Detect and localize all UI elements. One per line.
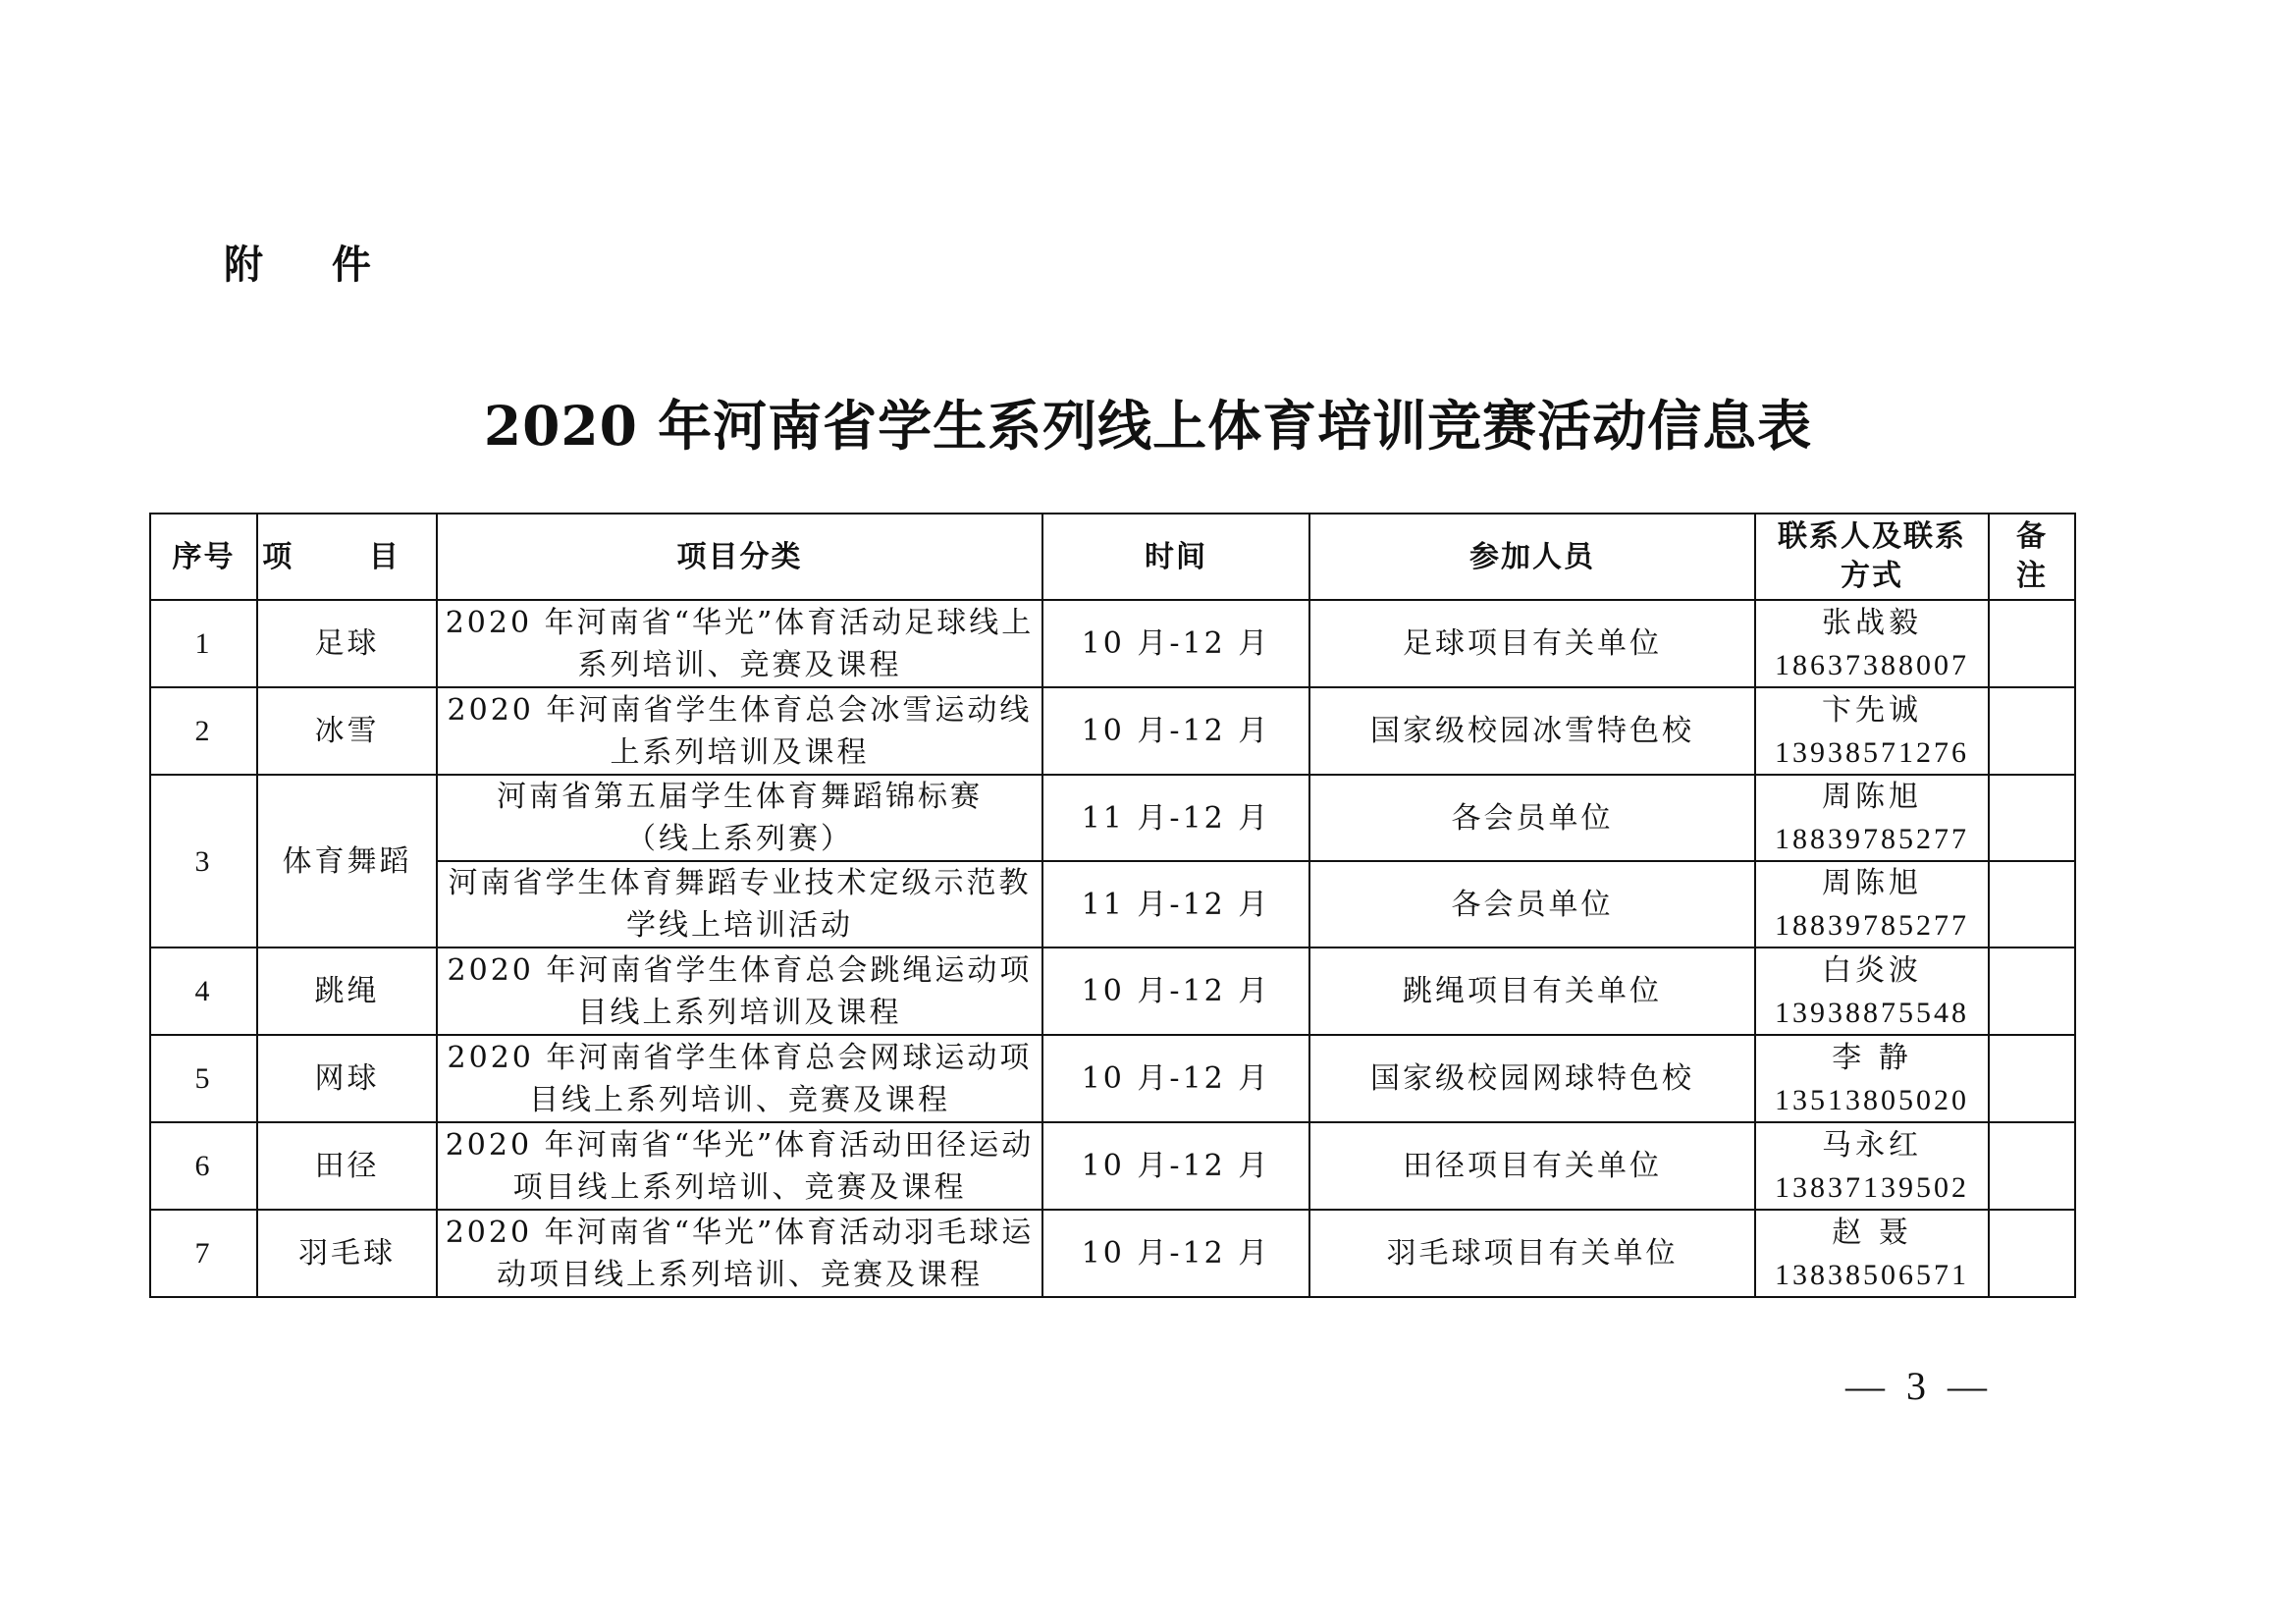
row-category: 2020 年河南省学生体育总会网球运动项目线上系列培训、竞赛及课程: [437, 1035, 1042, 1122]
row-category: 2020 年河南省学生体育总会跳绳运动项目线上系列培训及课程: [437, 947, 1042, 1035]
row-project: 体育舞蹈: [257, 775, 437, 947]
row-time: 10 月-12 月: [1042, 600, 1309, 687]
row-project: 足球: [257, 600, 437, 687]
contact-name: 赵 聂: [1832, 1215, 1912, 1250]
row-index: 7: [150, 1210, 257, 1297]
row-contact: [1755, 775, 1989, 861]
contact-phone: 18839785277: [1775, 823, 1969, 855]
row-contact: [1755, 1210, 1989, 1297]
row-contact: [1755, 1035, 1989, 1122]
contact-phone: 18637388007: [1775, 648, 1969, 681]
row-category: 2020 年河南省“华光”体育活动羽毛球运动项目线上系列培训、竞赛及课程: [437, 1210, 1042, 1297]
row-contact: [1755, 600, 1989, 687]
contact-phone: 18839785277: [1775, 909, 1969, 942]
row-participants: 跳绳项目有关单位: [1309, 947, 1755, 1035]
row-category: 河南省第五届学生体育舞蹈锦标赛（线上系列赛）: [437, 775, 1042, 861]
table-header-row: [150, 514, 2075, 600]
row-contact: [1755, 687, 1989, 775]
row-participants: 羽毛球项目有关单位: [1309, 1210, 1755, 1297]
contact-phone: 13513805020: [1775, 1083, 1969, 1116]
row-category: 河南省学生体育舞蹈专业技术定级示范教学线上培训活动: [437, 861, 1042, 947]
header-participants: 参加人员: [1309, 514, 1755, 600]
row-index: 4: [150, 947, 257, 1035]
row-project: 田径: [257, 1122, 437, 1210]
table-row: [150, 1035, 2075, 1122]
row-contact: [1755, 947, 1989, 1035]
row-time: 10 月-12 月: [1042, 1122, 1309, 1210]
attachment-label: 附 件: [224, 243, 399, 288]
row-participants: 国家级校园冰雪特色校: [1309, 687, 1755, 775]
row-time: 10 月-12 月: [1042, 1210, 1309, 1297]
row-participants: 各会员单位: [1309, 775, 1755, 861]
table-row: [150, 1210, 2075, 1297]
contact-name: 张战毅: [1822, 605, 1922, 640]
row-participants: 各会员单位: [1309, 861, 1755, 947]
table-row: [150, 861, 2075, 947]
contact-name: 马永红: [1822, 1127, 1922, 1163]
contact-name: 周陈旭: [1822, 866, 1922, 900]
row-remark: [1989, 1122, 2075, 1210]
contact-name: 卞先诚: [1822, 692, 1922, 728]
row-project: 羽毛球: [257, 1210, 437, 1297]
contact-phone: 13938875548: [1775, 996, 1969, 1029]
table-row: [150, 775, 2075, 861]
row-remark: [1989, 775, 2075, 861]
row-index: 1: [150, 600, 257, 687]
contact-phone: 13838506571: [1775, 1258, 1969, 1291]
row-contact: [1755, 861, 1989, 947]
row-remark: [1989, 687, 2075, 775]
row-project: 网球: [257, 1035, 437, 1122]
row-participants: 田径项目有关单位: [1309, 1122, 1755, 1210]
header-remark: 备注: [1989, 514, 2075, 600]
table-row: [150, 600, 2075, 687]
row-remark: [1989, 600, 2075, 687]
row-remark: [1989, 861, 2075, 947]
row-index: 5: [150, 1035, 257, 1122]
contact-name: 周陈旭: [1822, 780, 1922, 814]
row-index: 3: [150, 775, 257, 947]
document-title: 2020 年河南省学生系列线上体育培训竞赛活动信息表: [483, 394, 1813, 458]
contact-name: 白炎波: [1822, 952, 1922, 988]
row-remark: [1989, 1210, 2075, 1297]
row-contact: [1755, 1122, 1989, 1210]
contact-phone: 13837139502: [1775, 1170, 1969, 1204]
header-contact: 联系人及联系方式: [1755, 514, 1989, 600]
contact-phone: 13938571276: [1775, 735, 1969, 769]
page-number: — 3 —: [1845, 1364, 1993, 1408]
row-time: 11 月-12 月: [1042, 861, 1309, 947]
row-project: 冰雪: [257, 687, 437, 775]
row-participants: 国家级校园网球特色校: [1309, 1035, 1755, 1122]
row-remark: [1989, 1035, 2075, 1122]
row-category: 2020 年河南省“华光”体育活动足球线上系列培训、竞赛及课程: [437, 600, 1042, 687]
header-category: 项目分类: [437, 514, 1042, 600]
row-time: 11 月-12 月: [1042, 775, 1309, 861]
row-category: 2020 年河南省“华光”体育活动田径运动项目线上系列培训、竞赛及课程: [437, 1122, 1042, 1210]
row-time: 10 月-12 月: [1042, 687, 1309, 775]
header-time: 时间: [1042, 514, 1309, 600]
table-row: [150, 1122, 2075, 1210]
row-time: 10 月-12 月: [1042, 947, 1309, 1035]
row-participants: 足球项目有关单位: [1309, 600, 1755, 687]
row-index: 6: [150, 1122, 257, 1210]
row-project: 跳绳: [257, 947, 437, 1035]
header-index: 序号: [150, 514, 257, 600]
table-row: [150, 947, 2075, 1035]
row-remark: [1989, 947, 2075, 1035]
table-row: [150, 687, 2075, 775]
activity-info-table: [149, 513, 2076, 1298]
row-index: 2: [150, 687, 257, 775]
row-time: 10 月-12 月: [1042, 1035, 1309, 1122]
row-category: 2020 年河南省学生体育总会冰雪运动线上系列培训及课程: [437, 687, 1042, 775]
header-project: 项 目: [257, 514, 437, 600]
contact-name: 李 静: [1832, 1040, 1912, 1075]
